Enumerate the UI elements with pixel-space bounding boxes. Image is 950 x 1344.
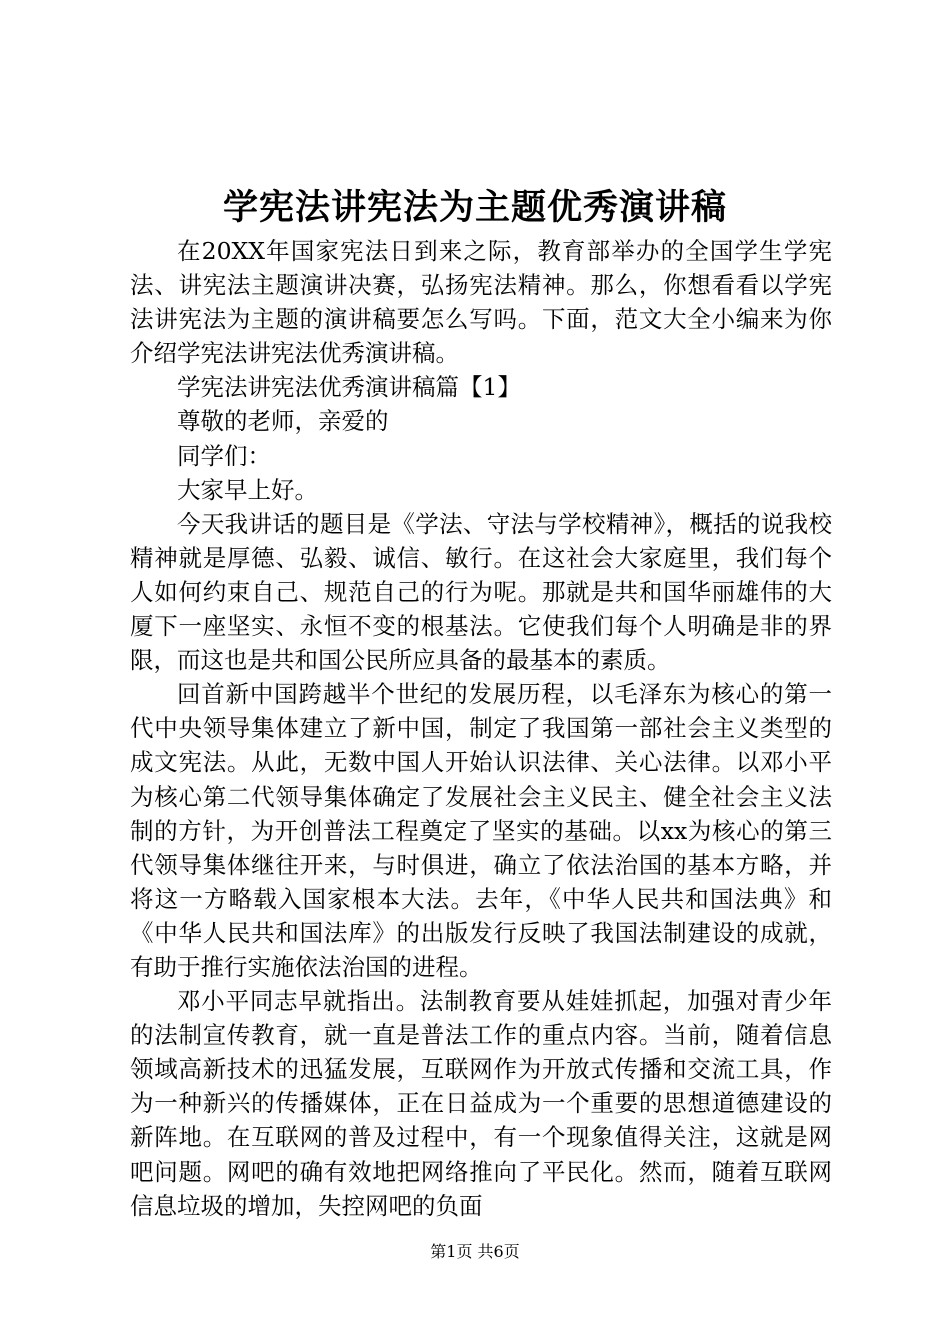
paragraph-body-1: 今天我讲话的题目是《学法、守法与学校精神》，概括的说我校精神就是厚德、弘毅、诚信、敏行。在这社会大家庭里，我们每个人如何约束自己、规范自己的行为呢。那就是共和国华丽雄伟的大厦下一座坚实、永恒不变的根基法。它使我们每个人明确是非的界限，而这也是共和国公民所应具备的最基本的素质。 [130,509,832,675]
paragraph-intro: 在20XX年国家宪法日到来之际，教育部举办的全国学生学宪法、讲宪法主题演讲决赛，弘扬宪法精神。那么，你想看看以学宪法讲宪法为主题的演讲稿要怎么写吗。下面，范文大全小编来为你介绍学宪法讲宪法优秀演讲稿。 [130,237,832,368]
paragraph-salutation-cont: 同学们： [177,441,271,470]
paragraph-greeting: 大家早上好。 [177,475,318,504]
paragraph-salutation: 尊敬的老师，亲爱的 [177,407,389,436]
document-body [130,234,832,1223]
document-title: 学宪法讲宪法为主题优秀演讲稿 [222,187,727,228]
paragraph-body-2: 回首新中国跨越半个世纪的发展历程，以毛泽东为核心的第一代中央领导集体建立了新中国，制定了我国第一部社会主义类型的成文宪法。从此，无数中国人开始认识法律、关心法律。以邓小平为核心第二代领导集体确定了发展社会主义民主、健全社会主义法制的方针，为开创普法工程奠定了坚实的基础。以xx为核心的第三代领导集体继往开来，与时俱进，确立了依法治国的基本方略，并将这一方略载入国家根本大法。去年，《中华人民共和国法典》和《中华人民共和国法库》的出版发行反映了我国法制建设的成就，有助于推行实施依法治国的进程。 [130,680,832,981]
paragraph-section-heading: 学宪法讲宪法优秀演讲稿篇【1】 [177,373,521,402]
page-footer: 第1页 共6页 [430,1242,520,1261]
paragraph-body-3: 邓小平同志早就指出。法制教育要从娃娃抓起，加强对青少年的法制宣传教育，就一直是普法工作的重点内容。当前，随着信息领域高新技术的迅猛发展，互联网作为开放式传播和交流工具，作为一种新兴的传播媒体，正在日益成为一个重要的思想道德建设的新阵地。在互联网的普及过程中，有一个现象值得关注，这就是网吧问题。网吧的确有效地把网络推向了平民化。然而，随着互联网信息垃圾的增加，失控网吧的负面 [130,987,832,1220]
